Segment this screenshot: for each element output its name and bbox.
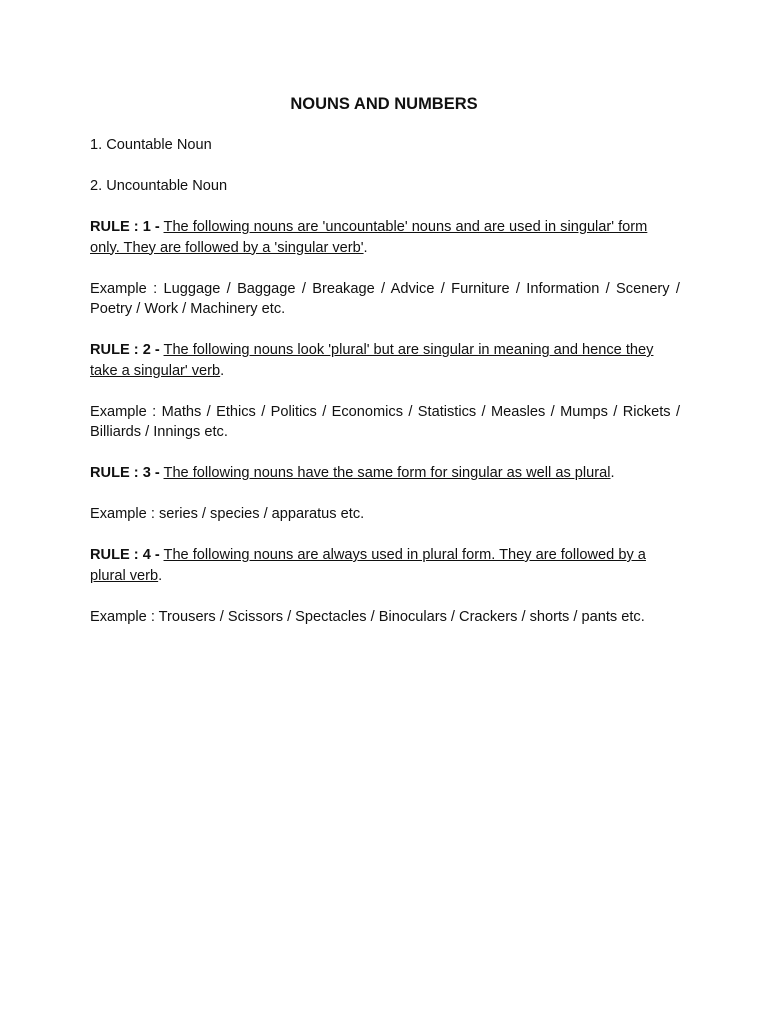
rule-2-label: RULE : 2 - <box>90 342 160 358</box>
rule-1-example: Example : Luggage / Baggage / Breakage / Advice / Furniture / Information / Scenery / Poetry / Work / Machinery etc. <box>90 280 680 317</box>
rule-4-example: Example : Trousers / Scissors / Spectacles / Binoculars / Crackers / shorts / pants etc. <box>90 608 645 625</box>
rule-2-example: Example : Maths / Ethics / Politics / Economics / Statistics / Measles / Mumps / Rickets / Billiards / Innings etc. <box>90 403 680 440</box>
rule-4-text: The following nouns are always used in plural form. They are followed by a plural verb <box>90 547 646 584</box>
rule-3-end: . <box>610 465 615 481</box>
rule-1-end: . <box>363 239 368 256</box>
rule-4-label: RULE : 4 - <box>90 547 160 563</box>
rule-3-example: Example : series / species / apparatus etc. <box>90 506 365 522</box>
rule-1-label: RULE : 1 - <box>90 219 160 235</box>
rule-1 <box>90 217 680 258</box>
noun-type-countable: 1. Countable Noun <box>90 137 212 153</box>
rule-4-end: . <box>158 567 163 584</box>
rule-2-text: The following nouns look 'plural' but are singular in meaning and hence they take a singular' verb <box>90 342 654 379</box>
rule-3-label: RULE : 3 - <box>90 465 160 481</box>
document-page <box>90 93 680 648</box>
rule-2 <box>90 340 680 381</box>
document-title: NOUNS AND NUMBERS <box>290 95 478 113</box>
noun-type-uncountable: 2. Uncountable Noun <box>90 178 228 194</box>
rule-3 <box>90 463 680 484</box>
rule-1-text: The following nouns are 'uncountable' nouns and are used in singular' form only. They are followed by a 'singular verb' <box>90 219 648 256</box>
rule-4 <box>90 545 680 586</box>
rule-3-text: The following nouns have the same form for singular as well as plural <box>163 465 611 481</box>
rule-2-end: . <box>220 362 225 379</box>
